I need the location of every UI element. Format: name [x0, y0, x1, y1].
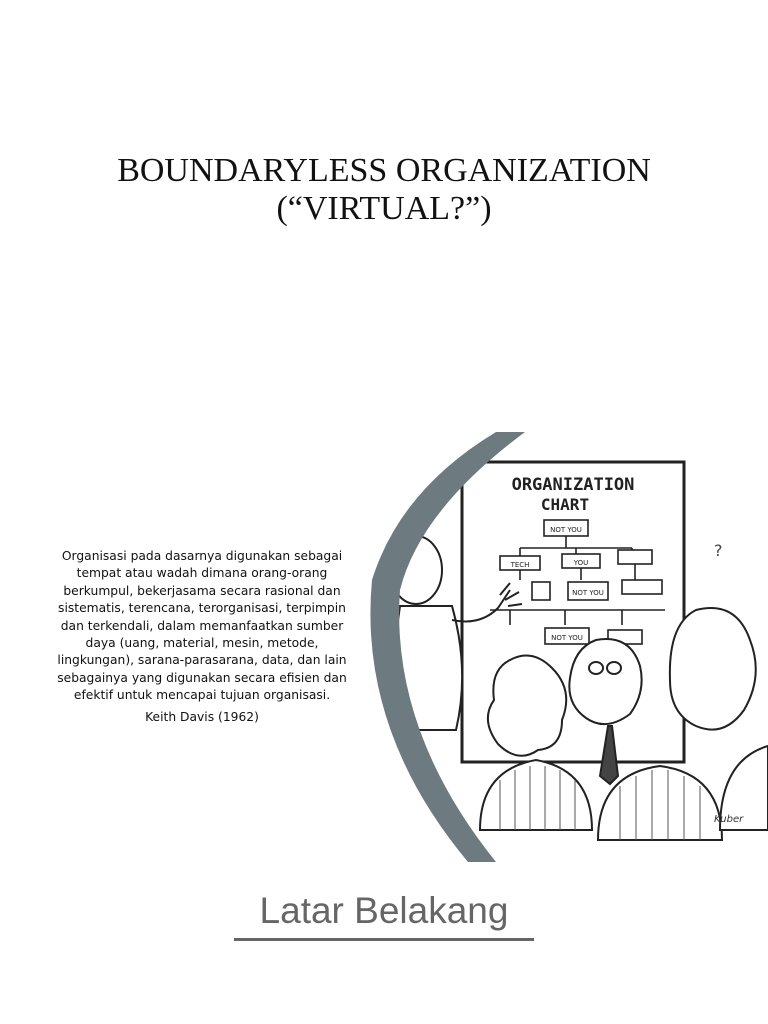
- bald-man: [569, 639, 641, 724]
- definition-author: Keith Davis (1962): [145, 709, 259, 724]
- artist-signature: Kuber: [714, 814, 744, 825]
- box-label-low: NOT YOU: [572, 589, 604, 597]
- question-mark: ?: [714, 541, 723, 560]
- box-label-mid: YOU: [573, 559, 589, 567]
- section-heading: Latar Belakang: [259, 890, 509, 931]
- woman-right: [670, 608, 756, 730]
- organization-chart-cartoon: [360, 430, 768, 870]
- definition-block: [52, 548, 352, 726]
- title-line-2: (“VIRTUAL?”): [276, 190, 492, 227]
- box-label-bottom: NOT YOU: [551, 634, 583, 642]
- box-label-left: TECH: [510, 561, 530, 569]
- heading-underline: [234, 938, 534, 941]
- chart-title-1: ORGANIZATION: [511, 475, 635, 495]
- title-line-1: BOUNDARYLESS ORGANIZATION: [117, 152, 651, 189]
- definition-text: Organisasi pada dasarnya digunakan sebagai tempat atau wadah dimana orang-orang berkumpul, bekerjasama secara rasional dan sistematis, terencana, terorganisasi, terpimpin dan terkendali, dalam memanfaatkan sumber daya (uang, material, mesin, metode, lingkungan), sarana-parasarana, data, dan lain sebagainya yang digunakan secara efisien dan efektif untuk mencapai tujuan organisasi.: [57, 549, 347, 703]
- slide-title: [0, 152, 768, 228]
- box-label-top: NOT YOU: [550, 526, 582, 534]
- curly-head-left: [488, 656, 566, 756]
- chart-title-2: CHART: [540, 495, 590, 514]
